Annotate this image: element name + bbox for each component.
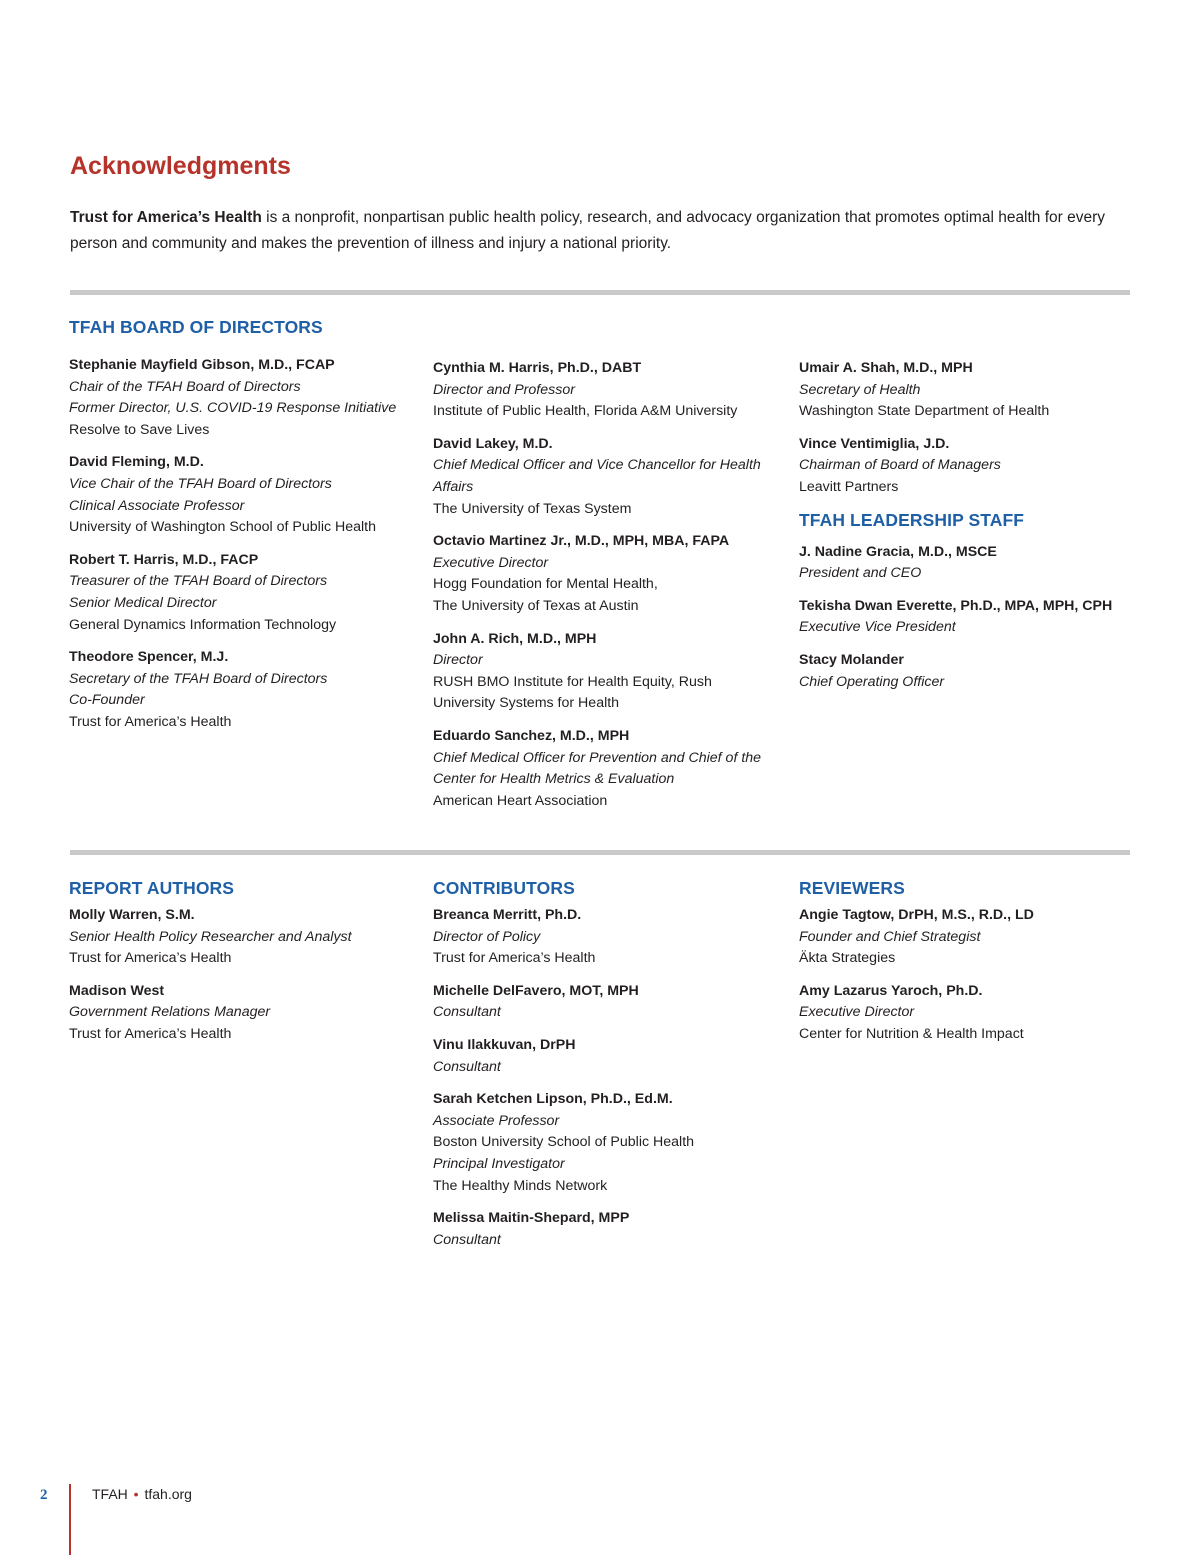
board-heading: TFAH BOARD OF DIRECTORS xyxy=(69,317,323,337)
page-title: Acknowledgments xyxy=(70,152,291,180)
person-entry xyxy=(433,981,778,1024)
person-entry xyxy=(433,358,778,423)
person-title: Executive Director xyxy=(799,1004,915,1021)
person-title: Chief Medical Officer for Prevention and Chief of the Center for Health Metrics & Evaluation xyxy=(433,749,762,788)
person-name: Molly Warren, S.M. xyxy=(69,907,195,923)
person-name: Theodore Spencer, M.J. xyxy=(69,649,229,666)
person-name: Melissa Maitin-Shepard, MPP xyxy=(433,1210,630,1227)
person-title: Secretary of the TFAH Board of Directors xyxy=(69,670,328,687)
person-title: Director and Professor xyxy=(433,381,575,398)
person-title: Co-Founder xyxy=(69,692,145,709)
person-title: Consultant xyxy=(433,1231,501,1248)
person-name: Tekisha Dwan Everette, Ph.D., MPA, MPH, CPH xyxy=(799,597,1113,614)
person-organization: Trust for America’s Health xyxy=(69,1025,232,1042)
person-name: Robert T. Harris, M.D., FACP xyxy=(69,551,259,568)
person-name: Amy Lazarus Yaroch, Ph.D. xyxy=(799,982,983,999)
person-organization: Trust for America’s Health xyxy=(69,713,232,730)
person-entry xyxy=(799,905,1144,970)
footer-rule xyxy=(69,1484,71,1555)
board-list-1 xyxy=(69,355,414,734)
reviewers-heading: REVIEWERS xyxy=(799,878,905,898)
person-name: Vinu Ilakkuvan, DrPH xyxy=(433,1036,576,1053)
person-organization: Resolve to Save Lives xyxy=(69,421,210,438)
board-column-2 xyxy=(433,358,778,823)
section-divider xyxy=(70,850,1130,855)
person-title: Chairman of Board of Managers xyxy=(799,457,1001,474)
section-divider xyxy=(70,290,1130,295)
person-title: Chief Operating Officer xyxy=(799,673,945,690)
intro-org-name: Trust for America’s Health xyxy=(70,209,262,226)
reviewers-column xyxy=(799,878,1144,1057)
person-name: John A. Rich, M.D., MPH xyxy=(433,630,597,647)
person-entry xyxy=(433,629,778,715)
person-name: Umair A. Shah, M.D., MPH xyxy=(799,360,973,376)
person-entry xyxy=(799,434,1144,499)
person-entry xyxy=(69,550,414,636)
person-organization: Washington State Department of Health xyxy=(799,403,1050,420)
footer-org: TFAH xyxy=(92,1486,128,1502)
person-title: Consultant xyxy=(433,1058,501,1075)
person-organization: Center for Nutrition & Health Impact xyxy=(799,1025,1024,1042)
footer-label xyxy=(92,1486,192,1502)
person-organization: Hogg Foundation for Mental Health, xyxy=(433,576,658,593)
person-name: Angie Tagtow, DrPH, M.S., R.D., LD xyxy=(799,907,1034,923)
intro-text: is a nonprofit, nonpartisan public health policy, research, and advocacy organization that promotes optimal health for every person and community and makes the prevention of illness and injury a national priority. xyxy=(70,209,1106,252)
person-title: Chair of the TFAH Board of Directors xyxy=(69,378,301,395)
person-entry xyxy=(433,531,778,617)
person-name: Vince Ventimiglia, J.D. xyxy=(799,435,950,452)
person-organization: Trust for America’s Health xyxy=(433,950,596,967)
board-column-3 xyxy=(799,358,1144,704)
person-name: David Fleming, M.D. xyxy=(69,454,204,471)
footer-separator: • xyxy=(133,1486,139,1502)
person-entry xyxy=(799,542,1144,585)
contributors-heading: CONTRIBUTORS xyxy=(433,878,575,898)
person-entry xyxy=(433,726,778,812)
person-title: Government Relations Manager xyxy=(69,1004,271,1021)
person-organization: Äkta Strategies xyxy=(799,950,896,967)
person-organization: Boston University School of Public Health xyxy=(433,1134,695,1151)
person-name: Michelle DelFavero, MOT, MPH xyxy=(433,982,639,999)
person-name: Sarah Ketchen Lipson, Ph.D., Ed.M. xyxy=(433,1091,673,1108)
person-name: David Lakey, M.D. xyxy=(433,435,553,452)
leadership-heading: TFAH LEADERSHIP STAFF xyxy=(799,509,1025,530)
person-name: Stacy Molander xyxy=(799,651,904,668)
person-entry xyxy=(433,1035,778,1078)
person-entry xyxy=(69,981,414,1046)
person-entry xyxy=(433,905,778,970)
person-name: Eduardo Sanchez, M.D., MPH xyxy=(433,727,630,744)
person-title: Principal Investigator xyxy=(433,1155,565,1172)
page-number: 2 xyxy=(40,1487,48,1503)
authors-heading: REPORT AUTHORS xyxy=(69,878,235,898)
person-title: Founder and Chief Strategist xyxy=(799,928,981,945)
person-entry xyxy=(69,647,414,733)
person-organization: RUSH BMO Institute for Health Equity, Rush University Systems for Health xyxy=(433,673,712,712)
person-organization: The University of Texas System xyxy=(433,500,632,517)
person-organization: Leavitt Partners xyxy=(799,478,899,495)
person-entry xyxy=(69,452,414,538)
authors-column xyxy=(69,878,414,1057)
person-entry xyxy=(69,355,414,441)
person-organization: Trust for America’s Health xyxy=(69,950,232,967)
person-entry xyxy=(69,905,414,970)
authors-list xyxy=(69,905,414,1046)
board-list-3 xyxy=(799,358,1144,499)
person-title: Chief Medical Officer and Vice Chancellor for Health Affairs xyxy=(433,457,761,495)
person-organization: The Healthy Minds Network xyxy=(433,1177,608,1194)
person-name: Cynthia M. Harris, Ph.D., DABT xyxy=(433,360,642,376)
person-organization: General Dynamics Information Technology xyxy=(69,616,337,633)
person-title: Executive Director xyxy=(433,554,549,571)
person-title: Senior Health Policy Researcher and Analyst xyxy=(69,928,352,945)
person-name: Stephanie Mayfield Gibson, M.D., FCAP xyxy=(69,357,335,373)
person-organization: Institute of Public Health, Florida A&M University xyxy=(433,403,738,420)
person-title: Former Director, U.S. COVID-19 Response Initiative xyxy=(69,400,397,417)
person-title: Senior Medical Director xyxy=(69,594,217,611)
person-title: Director xyxy=(433,652,483,669)
person-entry xyxy=(799,596,1144,639)
person-organization: University of Washington School of Public Health xyxy=(69,519,377,536)
person-title: Secretary of Health xyxy=(799,381,921,398)
board-list-2 xyxy=(433,358,778,812)
person-title: Associate Professor xyxy=(433,1112,560,1129)
person-title: Treasurer of the TFAH Board of Directors xyxy=(69,573,328,590)
person-title: Executive Vice President xyxy=(799,619,956,636)
board-column-1 xyxy=(69,317,414,745)
person-title: Clinical Associate Professor xyxy=(69,497,245,514)
intro-paragraph xyxy=(70,205,1135,257)
person-entry xyxy=(799,981,1144,1046)
person-title: Director of Policy xyxy=(433,928,541,945)
contributors-column xyxy=(433,878,778,1262)
person-name: Madison West xyxy=(69,982,165,999)
person-entry xyxy=(799,650,1144,693)
contributors-list xyxy=(433,905,778,1251)
person-title: Vice Chair of the TFAH Board of Directors xyxy=(69,475,332,492)
person-entry xyxy=(433,1208,778,1251)
person-name: Breanca Merritt, Ph.D. xyxy=(433,907,582,923)
person-title: Consultant xyxy=(433,1004,501,1021)
person-title: President and CEO xyxy=(799,565,922,582)
person-organization: American Heart Association xyxy=(433,792,608,809)
person-name: J. Nadine Gracia, M.D., MSCE xyxy=(799,543,997,560)
leadership-list xyxy=(799,542,1144,694)
person-organization: The University of Texas at Austin xyxy=(433,597,639,614)
person-entry xyxy=(433,434,778,520)
person-entry xyxy=(433,1089,778,1197)
person-entry xyxy=(799,358,1144,423)
reviewers-list xyxy=(799,905,1144,1046)
footer-site-link[interactable]: tfah.org xyxy=(144,1486,192,1502)
person-name: Octavio Martinez Jr., M.D., MPH, MBA, FAPA xyxy=(433,533,730,550)
